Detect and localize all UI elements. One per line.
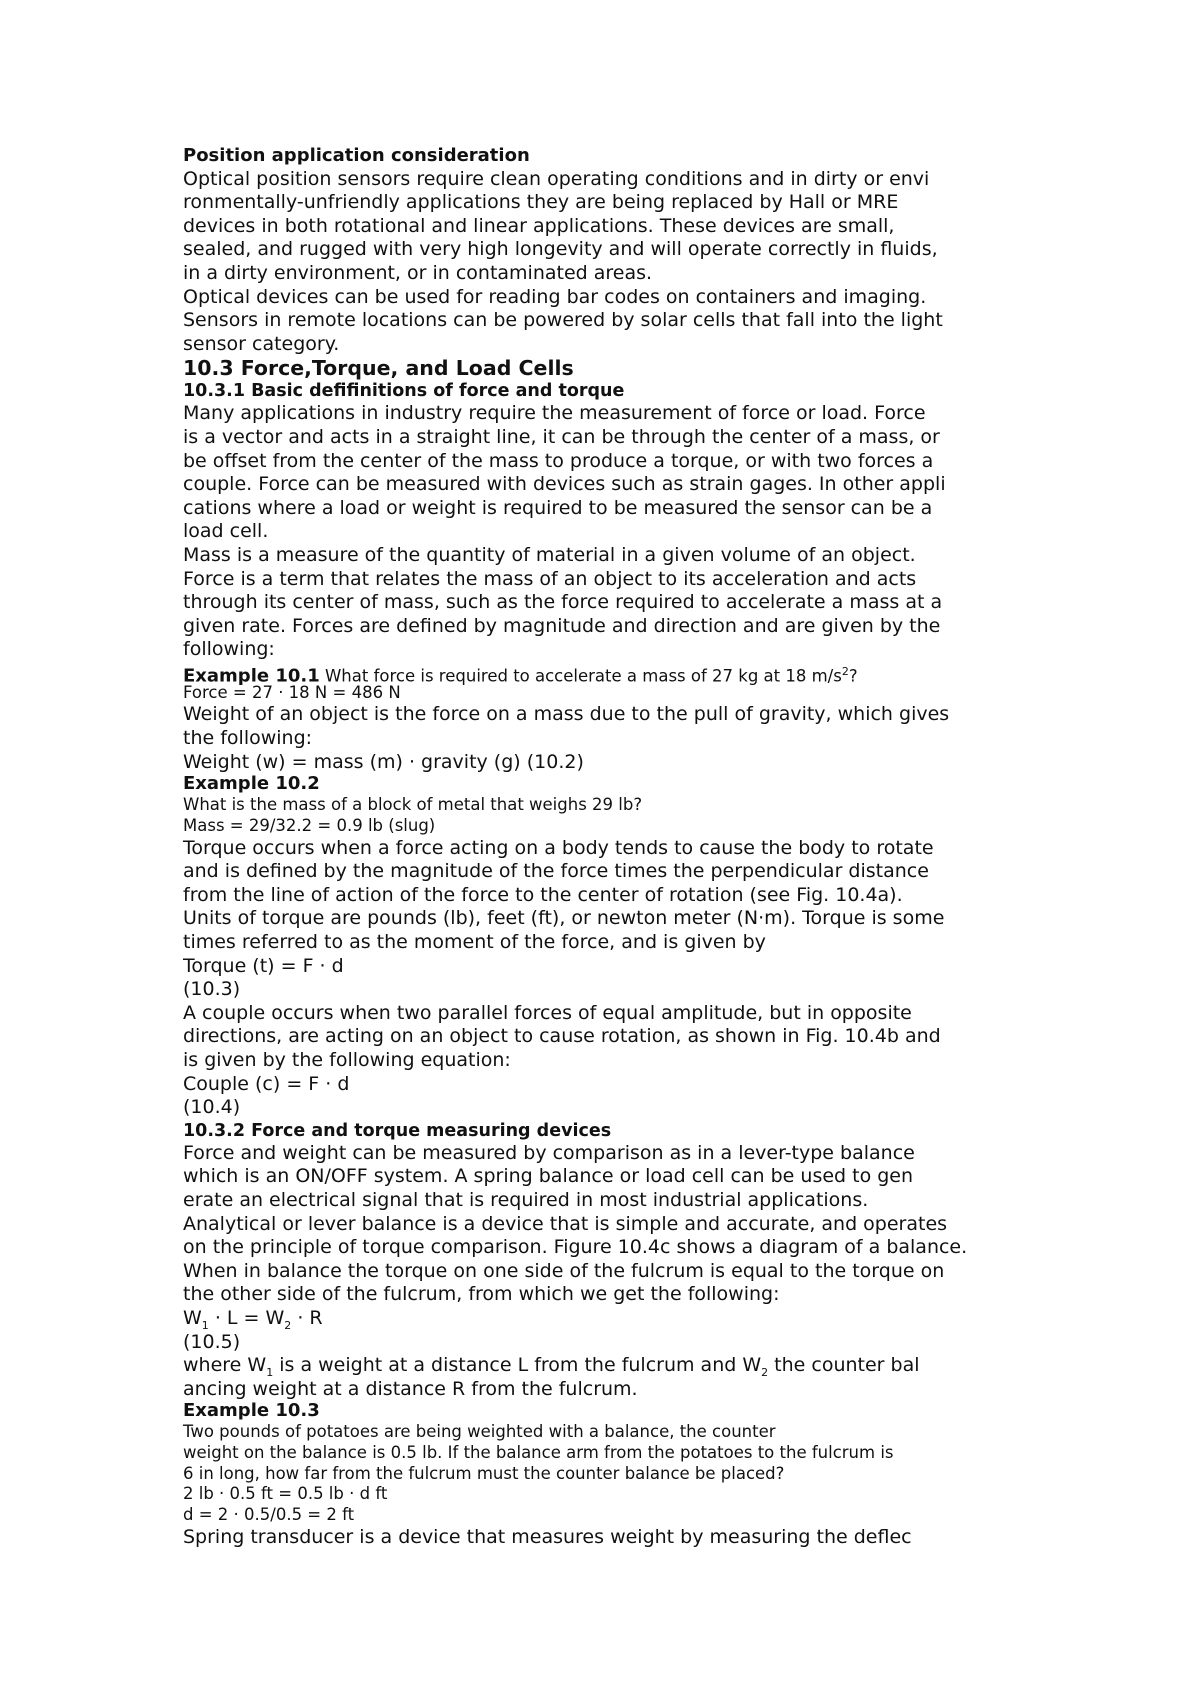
subscript: 1	[201, 1318, 209, 1332]
text-line: devices in both rotational and linear applications. These devices are small,	[183, 214, 895, 237]
eq-text: W	[183, 1306, 202, 1329]
example-answer: 2 lb · 0.5 ft = 0.5 lb · d ft	[183, 1484, 388, 1504]
text-line: the other side of the fulcrum, from which we get the following:	[183, 1283, 780, 1306]
text-line: is given by the following equation:	[183, 1048, 511, 1071]
example-answer: Force = 27 · 18 N = 486 N	[183, 682, 401, 702]
example-question: What is the mass of a block of metal that weighs 29 lb?	[183, 795, 643, 815]
example-text: 6 in long, how far from the fulcrum must the counter balance be placed?	[183, 1463, 785, 1483]
subscript: 1	[266, 1365, 274, 1379]
text-line: sensor category.	[183, 332, 340, 355]
paragraph-weight	[183, 703, 1063, 774]
where-line	[183, 1354, 1063, 1378]
equation-torque: Torque (t) = F · d	[183, 954, 344, 977]
example-label: Example 10.1	[183, 665, 320, 687]
paragraph-torque	[183, 837, 1063, 1120]
text-line: given rate. Forces are defined by magnitude and direction and are given by the	[183, 614, 941, 637]
example-question-end: ?	[848, 666, 858, 686]
equation-number: (10.4)	[183, 1096, 241, 1119]
subscript: 2	[284, 1318, 292, 1332]
equation-couple: Couple (c) = F · d	[183, 1072, 350, 1095]
example-10-1	[183, 662, 1063, 687]
paragraph-force-definitions	[183, 402, 1063, 662]
text-line: cations where a load or weight is required to be measured the sensor can be a	[183, 496, 933, 519]
superscript: 2	[841, 664, 849, 678]
text-line: couple. Force can be measured with devices such as strain gages. In other appli	[183, 473, 946, 496]
text-line: sealed, and rugged with very high longevity and will operate correctly in fluids,	[183, 238, 938, 261]
paragraph-optical-sensors	[183, 168, 1063, 286]
text-line: on the principle of torque comparison. Figure 10.4c shows a diagram of a balance.	[183, 1236, 968, 1259]
where-text: where W	[183, 1354, 267, 1377]
example-answer: d = 2 · 0.5/0.5 = 2 ft	[183, 1505, 355, 1525]
text-line: and is defined by the magnitude of the force times the perpendicular distance	[183, 860, 929, 883]
text-line: in a dirty environment, or in contaminated areas.	[183, 261, 653, 284]
text-line: Mass is a measure of the quantity of material in a given volume of an object.	[183, 543, 916, 566]
example-text: Two pounds of potatoes are being weighted with a balance, the counter	[183, 1422, 776, 1442]
example-10-2-label: Example 10.2	[183, 773, 320, 795]
example-answer: Mass = 29/32.2 = 0.9 lb (slug)	[183, 815, 436, 835]
text-line: Force is a term that relates the mass of an object to its acceleration and acts	[183, 567, 917, 590]
equation-number: (10.5)	[183, 1330, 241, 1353]
text-line: A couple occurs when two parallel forces of equal amplitude, but in opposite	[183, 1001, 912, 1024]
eq-text: · R	[291, 1306, 323, 1329]
text-line: be offset from the center of the mass to produce a torque, or with two forces a	[183, 449, 934, 472]
eq-text: · L = W	[208, 1306, 285, 1329]
text-line: times referred to as the moment of the force, and is given by	[183, 931, 766, 954]
equation-number: (10.3)	[183, 978, 241, 1001]
text-line: load cell.	[183, 520, 269, 543]
text-line: Many applications in industry require the measurement of force or load. Force	[183, 402, 926, 425]
section-heading-10-3: 10.3 Force,Torque, and Load Cells	[183, 356, 574, 381]
text-line: Weight of an object is the force on a mass due to the pull of gravity, which gives	[183, 703, 950, 726]
document-body	[183, 144, 1063, 1550]
example-text: weight on the balance is 0.5 lb. If the balance arm from the potatoes to the fulcrum is	[183, 1442, 894, 1462]
text-line: When in balance the torque on one side of the fulcrum is equal to the torque on	[183, 1259, 945, 1282]
text-line: Optical devices can be used for reading bar codes on containers and imaging.	[183, 285, 927, 308]
text-line: Optical position sensors require clean operating conditions and in dirty or envi	[183, 167, 930, 190]
position-heading: Position application consideration	[183, 145, 530, 166]
text-line: ancing weight at a distance R from the fulcrum.	[183, 1377, 638, 1400]
text-line: following:	[183, 638, 275, 661]
example-question: What force is required to accelerate a mass of 27 kg at 18 m/s	[319, 666, 842, 686]
example-10-3-label: Example 10.3	[183, 1400, 320, 1422]
text-line: which is an ON/OFF system. A spring balance or load cell can be used to gen	[183, 1165, 914, 1188]
paragraph-optical-devices	[183, 286, 1063, 357]
section-heading-10-3-2: 10.3.2 Force and torque measuring devices	[183, 1120, 612, 1141]
subscript: 2	[761, 1365, 769, 1379]
text-line: from the line of action of the force to the center of rotation (see Fig. 10.4a).	[183, 883, 903, 906]
section-heading-10-3-1: 10.3.1 Basic defifinitions of force and torque	[183, 381, 625, 402]
equation-10-2: Weight (w) = mass (m) · gravity (g) (10.2)	[183, 750, 584, 773]
text-line: directions, are acting on an object to cause rotation, as shown in Fig. 10.4b and	[183, 1025, 941, 1048]
text-line: the following:	[183, 727, 313, 750]
where-text: is a weight at a distance L from the fulcrum and W	[273, 1354, 762, 1377]
equation-10-5	[183, 1307, 1063, 1331]
paragraph-measuring-devices	[183, 1142, 1063, 1307]
text-line: Torque occurs when a force acting on a body tends to cause the body to rotate	[183, 836, 934, 859]
text-line: ronmentally-unfriendly applications they are being replaced by Hall or MRE	[183, 191, 899, 214]
text-line: Analytical or lever balance is a device that is simple and accurate, and operates	[183, 1212, 948, 1235]
text-line: is a vector and acts in a straight line, it can be through the center of a mass, or	[183, 425, 940, 448]
text-line: Units of torque are pounds (lb), feet (ft), or newton meter (N·m). Torque is some	[183, 907, 945, 930]
text-line: Sensors in remote locations can be powered by solar cells that fall into the light	[183, 309, 943, 332]
text-line: through its center of mass, such as the force required to accelerate a mass at a	[183, 591, 943, 614]
text-line: Force and weight can be measured by comparison as in a lever-type balance	[183, 1141, 915, 1164]
where-text: the counter bal	[768, 1354, 920, 1377]
text-line: Spring transducer is a device that measures weight by measuring the deflec	[183, 1526, 912, 1549]
text-line: erate an electrical signal that is required in most industrial applications.	[183, 1188, 869, 1211]
